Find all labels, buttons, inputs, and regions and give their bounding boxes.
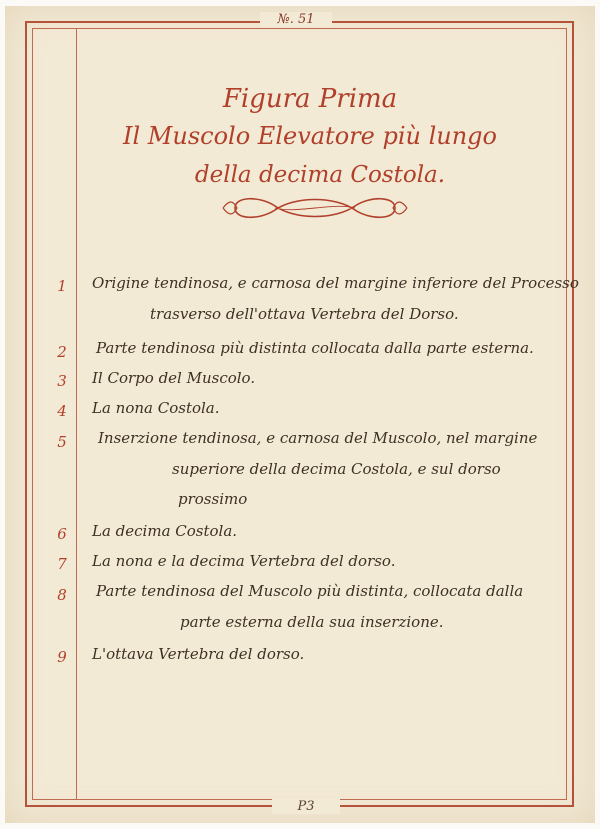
folio-number-bottom: P3 <box>272 799 340 814</box>
item-text-line: L'ottava Vertebra del dorso. <box>92 645 305 663</box>
item-text-line: Inserzione tendinosa, e carnosa del Muscolo, nel margine <box>98 429 538 447</box>
item-number: 7 <box>57 555 67 573</box>
title-line-2: Il Muscolo Elevatore più lungo <box>123 122 497 150</box>
item-text-line: Parte tendinosa più distinta collocata dalla parte esterna. <box>96 339 534 357</box>
item-text-line: prossimo <box>178 490 248 508</box>
calligraphic-flourish <box>215 188 415 228</box>
item-number: 8 <box>57 586 67 604</box>
item-text-line: trasverso dell'ottava Vertebra del Dorso. <box>150 305 459 323</box>
item-number: 6 <box>57 525 67 543</box>
item-text-line: parte esterna della sua inserzione. <box>180 613 444 631</box>
item-text-line: Parte tendinosa del Muscolo più distinta, collocata dalla <box>96 582 524 600</box>
item-number: 1 <box>57 277 67 295</box>
folio-number-top: №. 51 <box>260 12 332 27</box>
item-text-line: La nona Costola. <box>92 399 220 417</box>
item-number: 9 <box>57 648 67 666</box>
item-text-line: Origine tendinosa, e carnosa del margine inferiore del Processo <box>92 274 579 292</box>
item-number: 3 <box>57 372 67 390</box>
item-text-line: La nona e la decima Vertebra del dorso. <box>92 552 396 570</box>
title-line-3: della decima Costola. <box>194 162 446 188</box>
item-number: 4 <box>57 402 67 420</box>
item-number: 2 <box>57 343 67 361</box>
item-text-line: superiore della decima Costola, e sul dorso <box>172 460 501 478</box>
item-number: 5 <box>57 433 67 451</box>
item-text-line: Il Corpo del Muscolo. <box>92 369 256 387</box>
title-line-1: Figura Prima <box>222 84 398 114</box>
item-text-line: La decima Costola. <box>92 522 238 540</box>
margin-rule <box>76 28 77 800</box>
